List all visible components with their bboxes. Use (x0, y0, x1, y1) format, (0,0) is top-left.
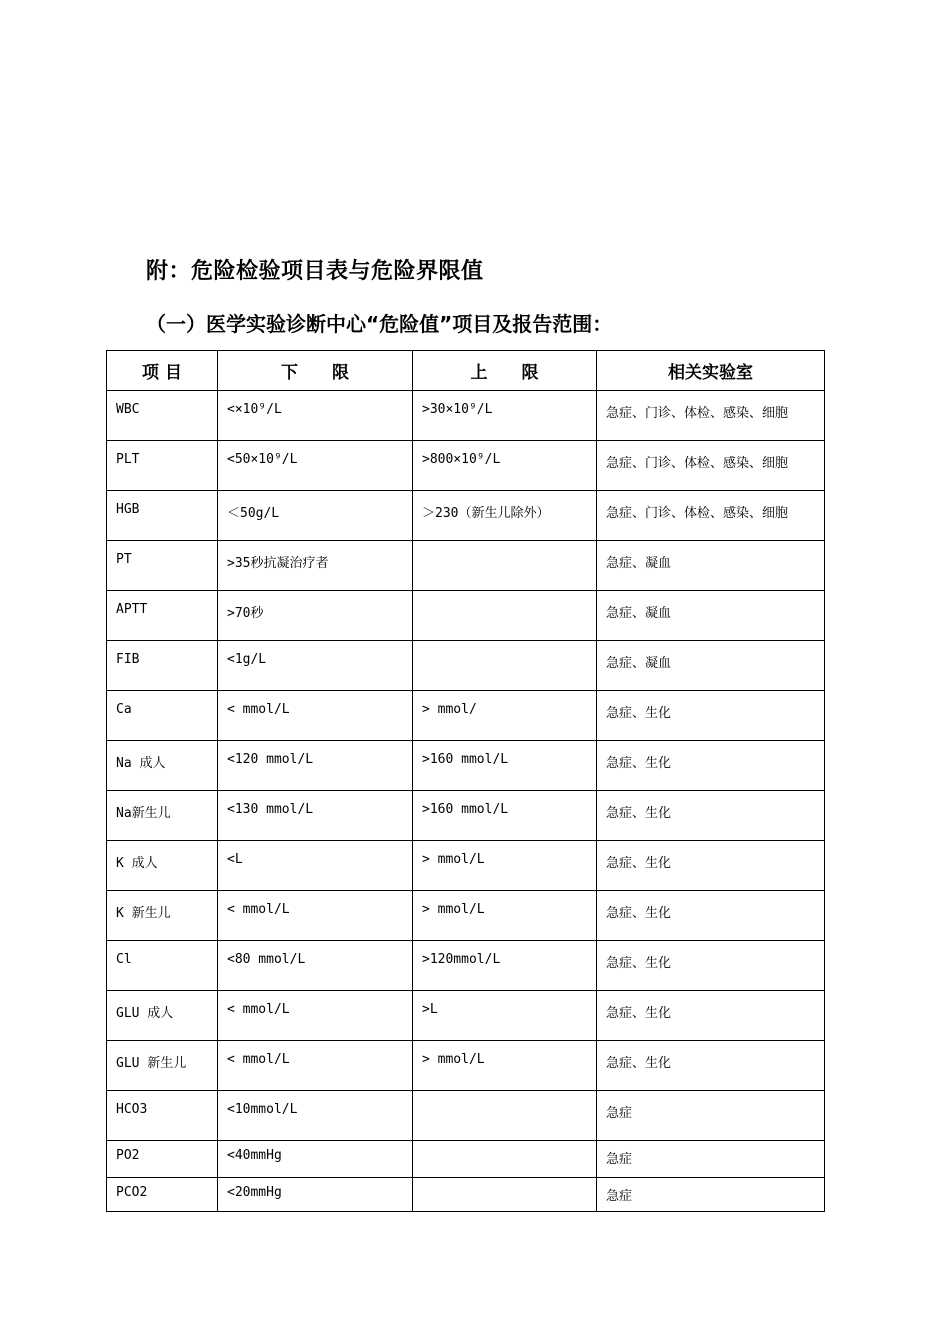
section-title: （一）医学实验诊断中心“危险值”项目及报告范围： (146, 312, 613, 336)
cell-upper-limit: >L (413, 991, 597, 1041)
cell-item: Ca (107, 691, 218, 741)
cell-upper-limit (413, 1178, 597, 1212)
cell-item: PO2 (107, 1141, 218, 1178)
header-lab: 相关实验室 (597, 351, 825, 391)
header-lower-limit: 下 限 (218, 351, 413, 391)
table-row (107, 691, 825, 741)
table-row (107, 541, 825, 591)
cell-item: WBC (107, 391, 218, 441)
cell-upper-limit: >120mmol/L (413, 941, 597, 991)
cell-lab: 急症 (597, 1141, 825, 1178)
cell-upper-limit: >30×10⁹/L (413, 391, 597, 441)
cell-item: APTT (107, 591, 218, 641)
cell-lab: 急症 (597, 1091, 825, 1141)
critical-values-table (106, 350, 825, 1212)
cell-item: Na新生儿 (107, 791, 218, 841)
cell-item: K 新生儿 (107, 891, 218, 941)
cell-lower-limit: < mmol/L (218, 691, 413, 741)
cell-lower-limit: <80 mmol/L (218, 941, 413, 991)
table-row (107, 1041, 825, 1091)
cell-lab: 急症、凝血 (597, 641, 825, 691)
cell-upper-limit: > mmol/L (413, 841, 597, 891)
cell-lower-limit: < mmol/L (218, 891, 413, 941)
table-row (107, 441, 825, 491)
table-row (107, 991, 825, 1041)
cell-lab: 急症、生化 (597, 1041, 825, 1091)
cell-upper-limit: > mmol/ (413, 691, 597, 741)
table-row (107, 791, 825, 841)
cell-item: HCO3 (107, 1091, 218, 1141)
header-upper-limit: 上 限 (413, 351, 597, 391)
cell-lower-limit: >35秒抗凝治疗者 (218, 541, 413, 591)
cell-item: K 成人 (107, 841, 218, 891)
cell-item: PT (107, 541, 218, 591)
cell-lower-limit: <130 mmol/L (218, 791, 413, 841)
cell-upper-limit (413, 1091, 597, 1141)
cell-lower-limit: >70秒 (218, 591, 413, 641)
cell-lab: 急症、生化 (597, 841, 825, 891)
cell-upper-limit: ＞230（新生儿除外） (413, 491, 597, 541)
cell-upper-limit: > mmol/L (413, 891, 597, 941)
table-row (107, 841, 825, 891)
cell-upper-limit (413, 1141, 597, 1178)
cell-lower-limit: ＜50g/L (218, 491, 413, 541)
cell-lower-limit: <120 mmol/L (218, 741, 413, 791)
cell-lab: 急症、门诊、体检、感染、细胞 (597, 441, 825, 491)
cell-item: Na 成人 (107, 741, 218, 791)
cell-item: GLU 成人 (107, 991, 218, 1041)
cell-item: PLT (107, 441, 218, 491)
cell-lab: 急症、门诊、体检、感染、细胞 (597, 391, 825, 441)
table-row (107, 741, 825, 791)
table-row (107, 591, 825, 641)
cell-lower-limit: <L (218, 841, 413, 891)
table-row (107, 1178, 825, 1212)
cell-item: HGB (107, 491, 218, 541)
cell-upper-limit: >160 mmol/L (413, 741, 597, 791)
cell-upper-limit (413, 591, 597, 641)
table-row (107, 941, 825, 991)
cell-upper-limit: >160 mmol/L (413, 791, 597, 841)
cell-upper-limit: >800×10⁹/L (413, 441, 597, 491)
cell-item: FIB (107, 641, 218, 691)
cell-upper-limit (413, 641, 597, 691)
cell-item: PCO2 (107, 1178, 218, 1212)
cell-lab: 急症、生化 (597, 741, 825, 791)
cell-lower-limit: <40mmHg (218, 1141, 413, 1178)
cell-lab: 急症、生化 (597, 691, 825, 741)
cell-lower-limit: <20mmHg (218, 1178, 413, 1212)
table-row (107, 1091, 825, 1141)
cell-lab: 急症、生化 (597, 891, 825, 941)
table-row (107, 491, 825, 541)
cell-lower-limit: < mmol/L (218, 991, 413, 1041)
table-row (107, 641, 825, 691)
cell-lab: 急症、门诊、体检、感染、细胞 (597, 491, 825, 541)
header-item: 项 目 (107, 351, 218, 391)
cell-lab: 急症、生化 (597, 991, 825, 1041)
cell-lower-limit: <×10⁹/L (218, 391, 413, 441)
table-header-row (107, 351, 825, 391)
table-row (107, 891, 825, 941)
cell-lower-limit: <1g/L (218, 641, 413, 691)
table-row (107, 1141, 825, 1178)
cell-lab: 急症、生化 (597, 941, 825, 991)
cell-item: GLU 新生儿 (107, 1041, 218, 1091)
cell-lab: 急症、凝血 (597, 541, 825, 591)
cell-item: Cl (107, 941, 218, 991)
cell-lower-limit: <50×10⁹/L (218, 441, 413, 491)
cell-upper-limit: > mmol/L (413, 1041, 597, 1091)
table-row (107, 391, 825, 441)
cell-lab: 急症、凝血 (597, 591, 825, 641)
cell-lower-limit: < mmol/L (218, 1041, 413, 1091)
cell-lower-limit: <10mmol/L (218, 1091, 413, 1141)
cell-lab: 急症 (597, 1178, 825, 1212)
cell-upper-limit (413, 541, 597, 591)
cell-lab: 急症、生化 (597, 791, 825, 841)
page-title: 附：危险检验项目表与危险界限值 (146, 259, 484, 284)
